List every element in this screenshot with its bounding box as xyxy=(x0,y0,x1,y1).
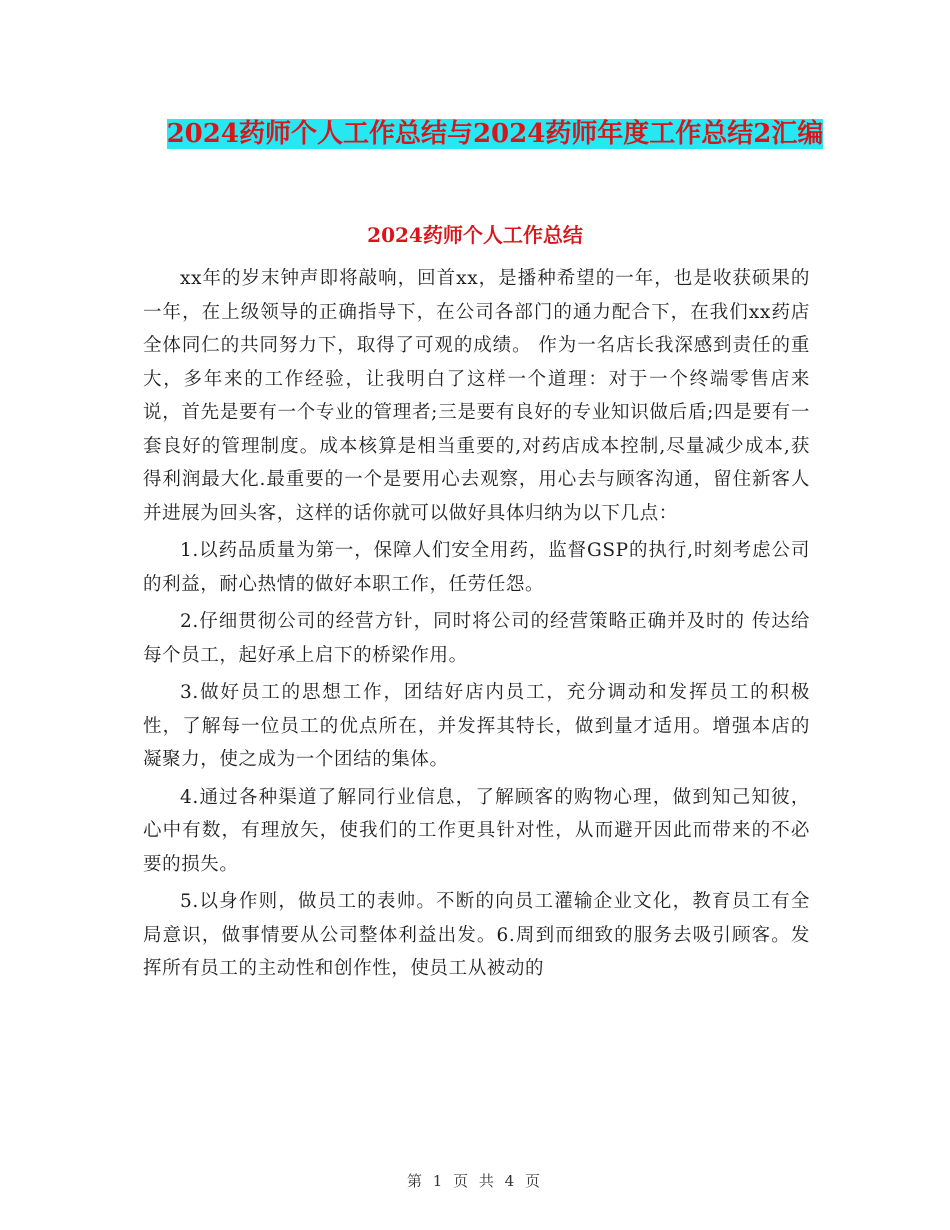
paragraph-intro: xx年的岁末钟声即将敲响，回首xx，是播种希望的一年，也是收获硕果的一年，在上级领导的正确指导下，在公司各部门的通力配合下，在我们xx药店全体同仁的共同努力下，取得了可观的成绩。 作为一名店长我深感到责任的重大，多年来的工作经验，让我明白了这样一个道理：对于一个终端零售店来说，首先是要有一个专业的管理者;三是要有良好的专业知识做后盾;四是要有一套良好的管理制度。成本核算是相当重要的,对药店成本控制,尽量减少成本,获得利润最大化.最重要的一个是要用心去观察，用心去与顾客沟通，留住新客人并进展为回头客，这样的话你就可以做好具体归纳为以下几点： xyxy=(143,268,810,524)
page-footer: 第 1 页 共 4 页 xyxy=(407,1172,543,1190)
paragraph-item-4: 4.通过各种渠道了解同行业信息，了解顾客的购物心理，做到知己知彼，心中有数，有理放矢，使我们的工作更具针对性，从而避开因此而带来的不必要的损失。 xyxy=(143,786,810,875)
paragraph-item-3: 3.做好员工的思想工作，团结好店内员工，充分调动和发挥员工的积极性，了解每一位员工的优点所在，并发挥其特长，做到量才适用。增强本店的凝聚力，使之成为一个团结的集体。 xyxy=(143,682,810,770)
paragraph-item-1: 1.以药品质量为第一，保障人们安全用药，监督GSP的执行,时刻考虑公司的利益，耐心热情的做好本职工作，任劳任怨。 xyxy=(143,540,810,595)
document-title-text: 2024药师个人工作总结与2024药师年度工作总结2汇编 xyxy=(166,119,824,149)
paragraph-item-2: 2.仔细贯彻公司的经营方针，同时将公司的经营策略正确并及时的 传达给每个员工，起好承上启下的桥梁作用。 xyxy=(143,611,810,666)
document-title xyxy=(140,112,850,156)
paragraph-item-5: 5.以身作则，做员工的表帅。不断的向员工灌输企业文化，教育员工有全局意识，做事情要从公司整体利益出发。6.周到而细致的服务去吸引顾客。发挥所有员工的主动性和创作性，使员工从被动的 xyxy=(143,891,810,979)
document-body xyxy=(143,262,810,990)
section-title: 2024药师个人工作总结 xyxy=(367,223,583,247)
